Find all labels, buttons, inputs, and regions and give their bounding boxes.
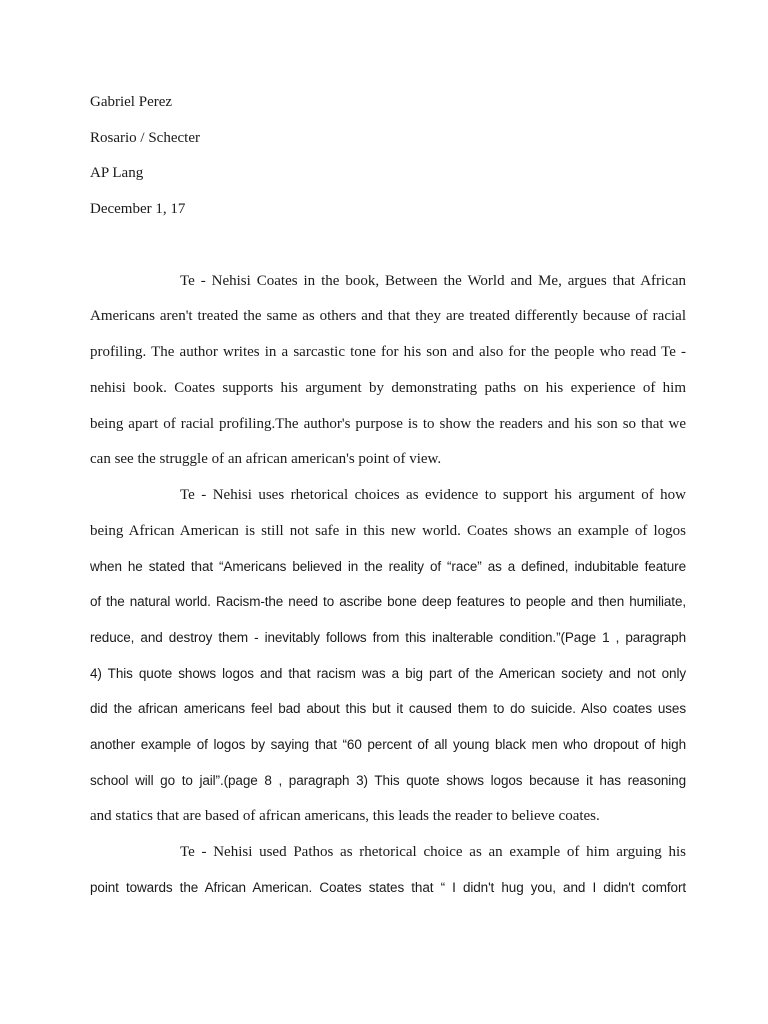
paragraph-1-line-4: nehisi book. Coates supports his argument by demonstrating paths on his experience of him — [90, 380, 686, 396]
essay-date: December 1, 17 — [90, 201, 186, 217]
paragraph-3-line-1: Te - Nehisi used Pathos as rhetorical choice as an example of him arguing his — [180, 844, 686, 860]
paragraph-2-line-7: did the african americans feel bad about this but it caused them to do suicide. Also coates uses — [90, 701, 686, 716]
author-name: Gabriel Perez — [90, 94, 173, 110]
paragraph-2-line-4: of the natural world. Racism-the need to ascribe bone deep features to people and then humiliate, — [90, 594, 686, 609]
paragraph-2-line-3: when he stated that “Americans believed in the reality of “race” as a defined, indubitable feature — [90, 559, 686, 574]
paragraph-2-line-1: Te - Nehisi uses rhetorical choices as evidence to support his argument of how — [180, 487, 686, 503]
paragraph-1-line-5: being apart of racial profiling.The author's purpose is to show the readers and his son so that we — [90, 416, 686, 432]
paragraph-2-line-8: another example of logos by saying that “60 percent of all young black men who dropout of high — [90, 737, 686, 752]
paragraph-2-line-9: school will go to jail”.(page 8 , paragraph 3) This quote shows logos because it has reasoning — [90, 773, 686, 788]
paragraph-2-line-5: reduce, and destroy them - inevitably follows from this inalterable condition.”(Page 1 , paragraph — [90, 630, 686, 645]
paragraph-1-line-6: can see the struggle of an african american's point of view. — [90, 451, 442, 467]
paragraph-1-line-1: Te - Nehisi Coates in the book, Between the World and Me, argues that African — [180, 273, 686, 289]
paragraph-2-line-10: and statics that are based of african americans, this leads the reader to believe coates. — [90, 808, 600, 824]
paragraph-2-line-2: being African American is still not safe in this new world. Coates shows an example of logos — [90, 523, 686, 539]
paragraph-1-line-3: profiling. The author writes in a sarcastic tone for his son and also for the people who read Te - — [90, 344, 686, 360]
teacher-names: Rosario / Schecter — [90, 130, 200, 146]
course-name: AP Lang — [90, 165, 144, 181]
paragraph-1-line-2: Americans aren't treated the same as others and that they are treated differently because of racial — [90, 308, 686, 324]
paragraph-3-line-2: point towards the African American. Coates states that “ I didn't hug you, and I didn't comfort — [90, 880, 686, 895]
paragraph-2-line-6: 4) This quote shows logos and that racism was a big part of the American society and not only — [90, 666, 686, 681]
